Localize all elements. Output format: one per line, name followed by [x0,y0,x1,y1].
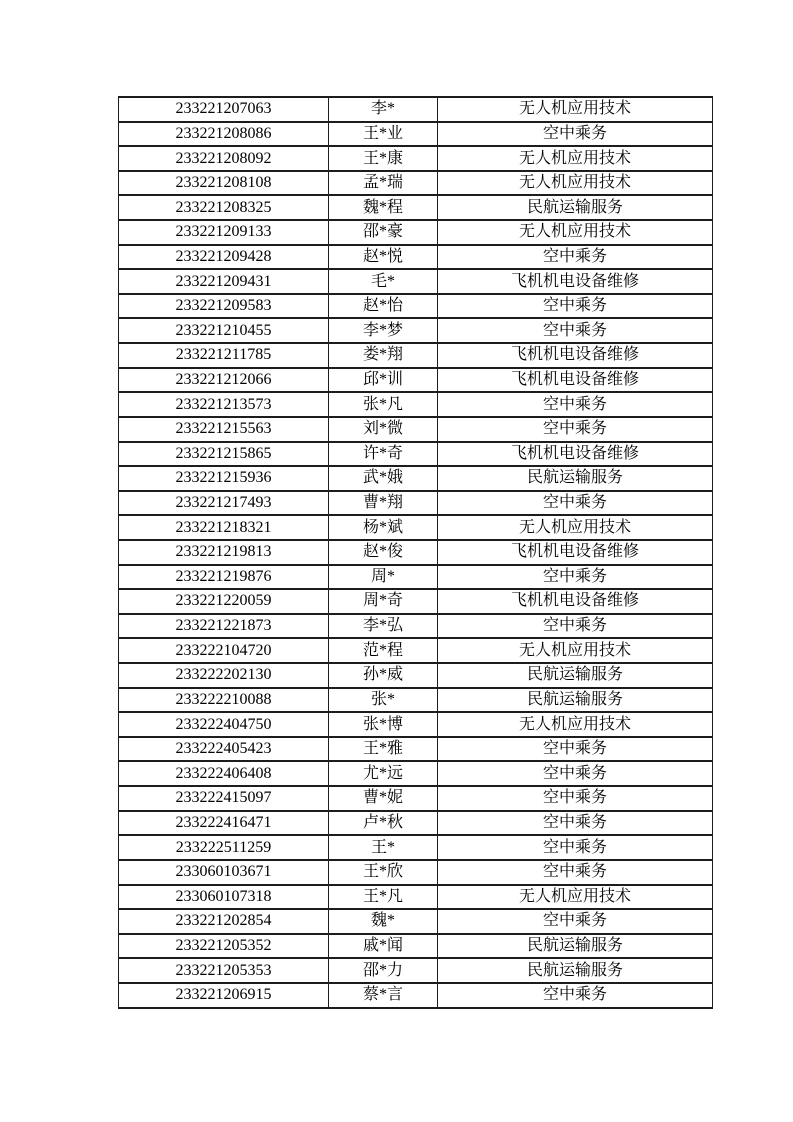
table-cell-major: 空中乘务 [438,565,713,590]
table-cell-candidate-number: 233060103671 [119,860,329,885]
table-cell-major: 民航运输服务 [438,663,713,688]
table-cell-name: 王*康 [329,146,438,171]
table-cell-major: 空中乘务 [438,122,713,147]
table-cell-name: 李*梦 [329,318,438,343]
table-row [119,294,713,319]
table-cell-major: 飞机机电设备维修 [438,368,713,393]
table-cell-name: 邵*豪 [329,220,438,245]
table-cell-major: 民航运输服务 [438,958,713,983]
table-cell-major: 空中乘务 [438,983,713,1008]
admission-roster-table [118,96,713,1009]
table-cell-candidate-number: 233222202130 [119,663,329,688]
table-cell-major: 空中乘务 [438,909,713,934]
table-cell-name: 王* [329,835,438,860]
table-cell-candidate-number: 233221208086 [119,122,329,147]
table-cell-name: 赵*怡 [329,294,438,319]
table-row [119,565,713,590]
table-cell-major: 空中乘务 [438,860,713,885]
table-row [119,122,713,147]
table-cell-major: 空中乘务 [438,786,713,811]
table-cell-major: 空中乘务 [438,245,713,270]
table-cell-candidate-number: 233221209431 [119,269,329,294]
table-cell-name: 邱*训 [329,368,438,393]
table-cell-candidate-number: 233222415097 [119,786,329,811]
table-cell-name: 王*业 [329,122,438,147]
table-row [119,811,713,836]
table-row [119,786,713,811]
table-cell-major: 飞机机电设备维修 [438,343,713,368]
table-cell-name: 李* [329,97,438,122]
table-cell-candidate-number: 233222405423 [119,737,329,762]
table-cell-major: 空中乘务 [438,614,713,639]
table-row [119,515,713,540]
table-row [119,540,713,565]
table-cell-name: 赵*悦 [329,245,438,270]
table-cell-major: 无人机应用技术 [438,220,713,245]
table-cell-candidate-number: 233221215936 [119,466,329,491]
table-row [119,761,713,786]
table-cell-major: 无人机应用技术 [438,638,713,663]
table-cell-candidate-number: 233221202854 [119,909,329,934]
table-cell-candidate-number: 233222511259 [119,835,329,860]
table-row [119,909,713,934]
table-cell-name: 张*凡 [329,392,438,417]
table-cell-major: 飞机机电设备维修 [438,540,713,565]
table-cell-name: 张*博 [329,712,438,737]
table-cell-major: 民航运输服务 [438,934,713,959]
table-cell-candidate-number: 233221213573 [119,392,329,417]
table-cell-name: 孙*威 [329,663,438,688]
table-cell-major: 空中乘务 [438,835,713,860]
table-row [119,958,713,983]
table-cell-name: 李*弘 [329,614,438,639]
table-row [119,737,713,762]
table-cell-candidate-number: 233221205353 [119,958,329,983]
table-cell-name: 周* [329,565,438,590]
table-cell-name: 张* [329,688,438,713]
table-cell-major: 空中乘务 [438,761,713,786]
table-cell-name: 王*凡 [329,885,438,910]
table-cell-name: 魏* [329,909,438,934]
table-cell-candidate-number: 233221207063 [119,97,329,122]
table-cell-name: 尤*远 [329,761,438,786]
table-cell-candidate-number: 233221220059 [119,589,329,614]
table-row [119,638,713,663]
table-cell-name: 魏*程 [329,195,438,220]
table-cell-candidate-number: 233221215865 [119,442,329,467]
table-cell-name: 武*娥 [329,466,438,491]
table-cell-candidate-number: 233221208108 [119,171,329,196]
table-cell-name: 王*雅 [329,737,438,762]
table-cell-major: 无人机应用技术 [438,97,713,122]
table-cell-major: 空中乘务 [438,392,713,417]
table-cell-candidate-number: 233221217493 [119,491,329,516]
table-row [119,417,713,442]
table-cell-candidate-number: 233221210455 [119,318,329,343]
table-cell-name: 曹*妮 [329,786,438,811]
table-cell-major: 空中乘务 [438,491,713,516]
table-cell-candidate-number: 233060107318 [119,885,329,910]
table-row [119,835,713,860]
table-cell-major: 无人机应用技术 [438,515,713,540]
table-cell-candidate-number: 233221208092 [119,146,329,171]
table-cell-name: 周*奇 [329,589,438,614]
table-row [119,269,713,294]
table-cell-major: 飞机机电设备维修 [438,589,713,614]
table-cell-name: 娄*翔 [329,343,438,368]
table-cell-major: 空中乘务 [438,737,713,762]
table-cell-name: 刘*微 [329,417,438,442]
table-row [119,885,713,910]
table-row [119,614,713,639]
table-cell-candidate-number: 233221221873 [119,614,329,639]
table-row [119,97,713,122]
table-cell-major: 空中乘务 [438,417,713,442]
table-cell-candidate-number: 233222404750 [119,712,329,737]
table-row [119,392,713,417]
table-cell-candidate-number: 233221219813 [119,540,329,565]
table-row [119,491,713,516]
table-cell-name: 蔡*言 [329,983,438,1008]
table-cell-candidate-number: 233221208325 [119,195,329,220]
table-cell-candidate-number: 233221218321 [119,515,329,540]
table-cell-major: 民航运输服务 [438,688,713,713]
table-row [119,688,713,713]
table-cell-candidate-number: 233221219876 [119,565,329,590]
table-cell-major: 空中乘务 [438,318,713,343]
table-cell-name: 卢*秋 [329,811,438,836]
table-row [119,860,713,885]
table-cell-candidate-number: 233222104720 [119,638,329,663]
table-cell-candidate-number: 233221209583 [119,294,329,319]
table-row [119,589,713,614]
table-cell-name: 孟*瑞 [329,171,438,196]
table-cell-candidate-number: 233221206915 [119,983,329,1008]
table-cell-name: 毛* [329,269,438,294]
table-cell-candidate-number: 233221215563 [119,417,329,442]
table-cell-name: 王*欣 [329,860,438,885]
table-cell-candidate-number: 233221211785 [119,343,329,368]
table-row [119,245,713,270]
table-cell-name: 赵*俊 [329,540,438,565]
table-cell-major: 飞机机电设备维修 [438,269,713,294]
table-row [119,220,713,245]
table-cell-major: 无人机应用技术 [438,885,713,910]
table-cell-name: 邵*力 [329,958,438,983]
table-cell-candidate-number: 233221212066 [119,368,329,393]
table-row [119,466,713,491]
table-row [119,934,713,959]
table-cell-candidate-number: 233222416471 [119,811,329,836]
table-row [119,368,713,393]
table-cell-candidate-number: 233222406408 [119,761,329,786]
table-cell-major: 民航运输服务 [438,195,713,220]
table-cell-major: 空中乘务 [438,811,713,836]
table-cell-major: 无人机应用技术 [438,171,713,196]
table-cell-candidate-number: 233221205352 [119,934,329,959]
roster-table-body [119,97,713,1008]
table-cell-major: 无人机应用技术 [438,146,713,171]
table-cell-name: 范*程 [329,638,438,663]
table-row [119,146,713,171]
table-row [119,663,713,688]
table-row [119,343,713,368]
table-cell-major: 民航运输服务 [438,466,713,491]
table-row [119,318,713,343]
table-cell-name: 曹*翔 [329,491,438,516]
table-cell-name: 杨*斌 [329,515,438,540]
table-cell-candidate-number: 233221209133 [119,220,329,245]
table-cell-name: 许*奇 [329,442,438,467]
table-row [119,442,713,467]
table-row [119,171,713,196]
table-cell-candidate-number: 233221209428 [119,245,329,270]
table-cell-major: 飞机机电设备维修 [438,442,713,467]
table-cell-candidate-number: 233222210088 [119,688,329,713]
table-cell-major: 空中乘务 [438,294,713,319]
table-row [119,712,713,737]
table-row [119,983,713,1008]
table-cell-name: 戚*闻 [329,934,438,959]
table-cell-major: 无人机应用技术 [438,712,713,737]
table-row [119,195,713,220]
